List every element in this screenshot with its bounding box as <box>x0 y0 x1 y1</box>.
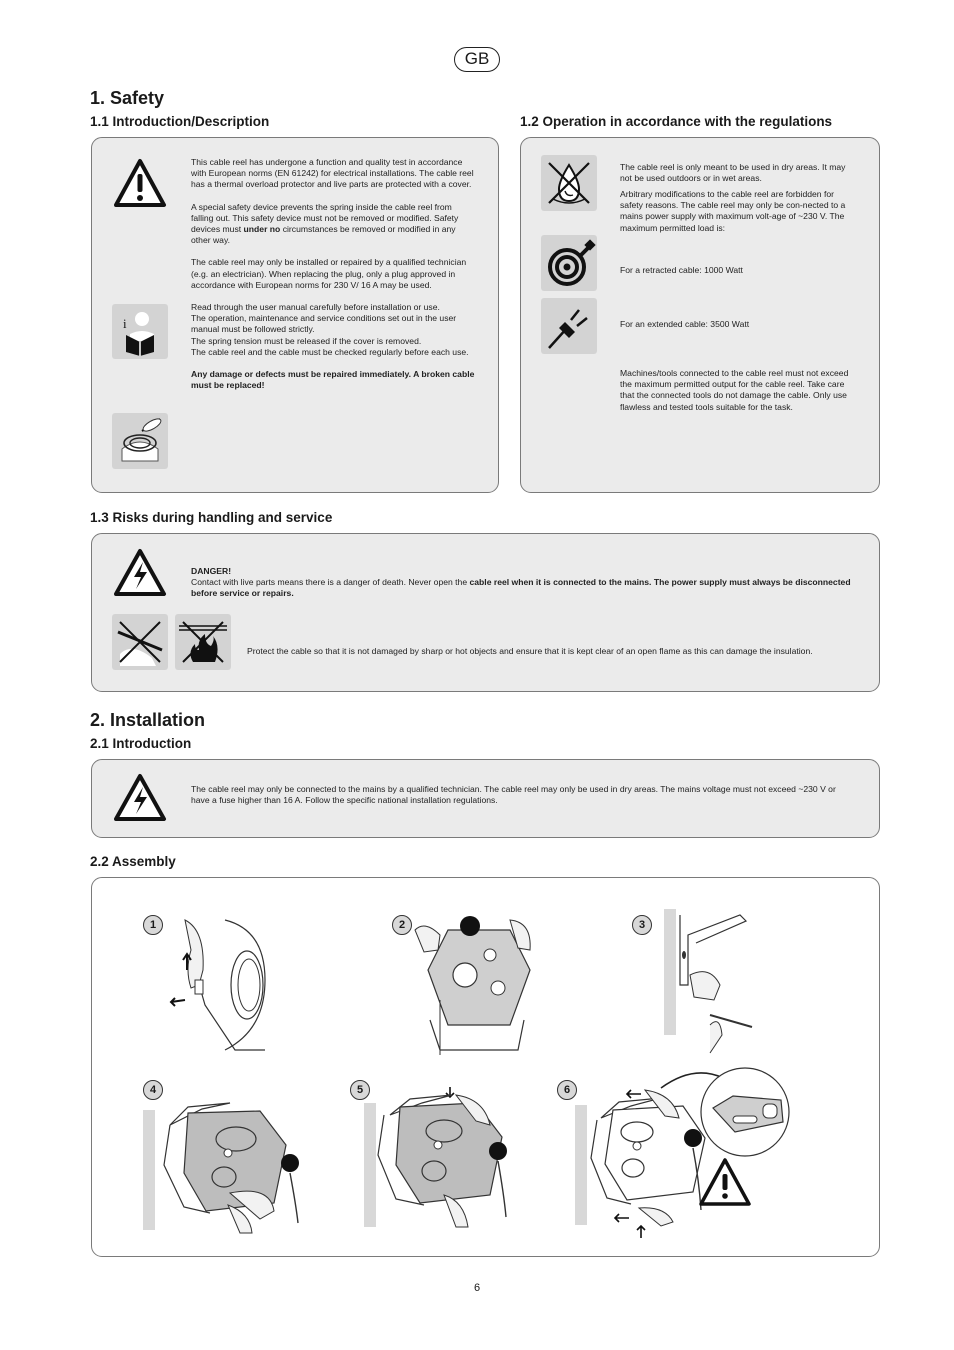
read-manual-icon <box>112 304 168 359</box>
plug-icon <box>541 298 597 354</box>
step-5-badge: 5 <box>350 1080 370 1100</box>
step-6-illustration <box>565 1060 810 1245</box>
danger-text: DANGER! Contact with live parts means there is a danger of death. Never open the cable reel when it is connected to the mains. The power supply must always be disconnected before service or repairs. <box>191 566 851 599</box>
step-1-illustration <box>165 910 275 1055</box>
language-badge: GB <box>454 47 500 72</box>
extended-load-text: For an extended cable: 3500 Watt <box>620 319 750 329</box>
warning-triangle-icon <box>112 155 168 211</box>
page-number: 6 <box>473 1282 481 1294</box>
coiled-cable-icon <box>541 235 597 291</box>
step-4-illustration <box>140 1095 305 1235</box>
operation-heading: 1.2 Operation in accordance with the regulations <box>520 114 833 129</box>
retracted-load-text: For a retracted cable: 1000 Watt <box>620 265 743 275</box>
no-sharp-objects-icon <box>112 614 168 670</box>
step-5-illustration <box>360 1085 520 1235</box>
no-fire-icon <box>175 614 231 670</box>
intro-paragraph-3: The cable reel may only be installed or repaired by a qualified technician (e.g. an electrician). When replacing the plug, only a plug approved in accordance with European norms for 230 V/ 16 A may be used. <box>191 257 467 290</box>
step-3-badge: 3 <box>632 915 652 935</box>
operation-paragraph-2: Arbitrary modifications to the cable reel are forbidden for safety reasons. The cable reel may only be con-nected to a mains power supply with maximum volt-age of ~230 V. The maximum permitted load is: <box>620 189 846 233</box>
svg-text:i: i <box>123 316 127 331</box>
step-3-illustration <box>660 905 770 1055</box>
intro-paragraph-5: Any damage or defects must be repaired immediately. A broken cable must be replaced! <box>191 369 475 391</box>
installation-intro-text: The cable reel may only be connected to the mains by a qualified technician. The cable reel may only be used in dry areas. The mains voltage must not exceed ~230 V or have a fuse higher than 16 A. Follow the specific national installation regulations. <box>191 784 836 806</box>
intro-text <box>191 157 476 402</box>
intro-heading: 1.1 Introduction/Description <box>90 114 270 129</box>
intro-paragraph-1: This cable reel has undergone a function and quality test in accordance with European norms (EN 61242) for electrical installations. The cable reel has a thermal overload protector and live parts are protected with a cover. <box>191 157 474 190</box>
installation-intro-heading: 2.1 Introduction <box>90 736 192 751</box>
spring-cover-icon <box>112 413 168 469</box>
step-6-badge: 6 <box>557 1080 577 1100</box>
high-voltage-icon <box>112 772 168 824</box>
step-4-badge: 4 <box>143 1080 163 1100</box>
protect-cable-text: Protect the cable so that it is not damaged by sharp or hot objects and ensure that it is kept clear of an open flame as this can damage the insulation. <box>247 646 813 656</box>
step-1-badge: 1 <box>143 915 163 935</box>
risks-heading: 1.3 Risks during handling and service <box>90 510 333 525</box>
step-2-illustration <box>410 910 540 1055</box>
operation-paragraph-1: The cable reel is only meant to be used in dry areas. It may not be used outdoors or in wet areas. <box>620 162 846 184</box>
safety-title: 1. Safety <box>90 88 165 108</box>
danger-title: DANGER! <box>191 566 232 576</box>
assembly-heading: 2.2 Assembly <box>90 854 176 869</box>
installation-title: 2. Installation <box>90 710 206 730</box>
intro-paragraph-2: A special safety device prevents the spring inside the cable reel from falling out. This safety device must not be removed or modified. Safety devices must under no circumstances be removed or modified in any other way. <box>191 201 459 246</box>
intro-paragraph-4: Read through the user manual carefully before installation or use. The operation, maintenance and service conditions set out in the user manual must be followed strictly. The spring tension must be released if the cover is removed. The cable reel and the cable must be checked regularly before each use. <box>191 302 469 357</box>
high-voltage-icon <box>112 547 168 599</box>
no-water-icon <box>541 155 597 211</box>
step-2-badge: 2 <box>392 915 412 935</box>
operation-paragraph-3: Machines/tools connected to the cable reel must not exceed the maximum permitted output for the cable reel. Take care that the connected tools do not damage the cable. Only use flawless and tested tools suitable for the task. <box>620 368 849 412</box>
